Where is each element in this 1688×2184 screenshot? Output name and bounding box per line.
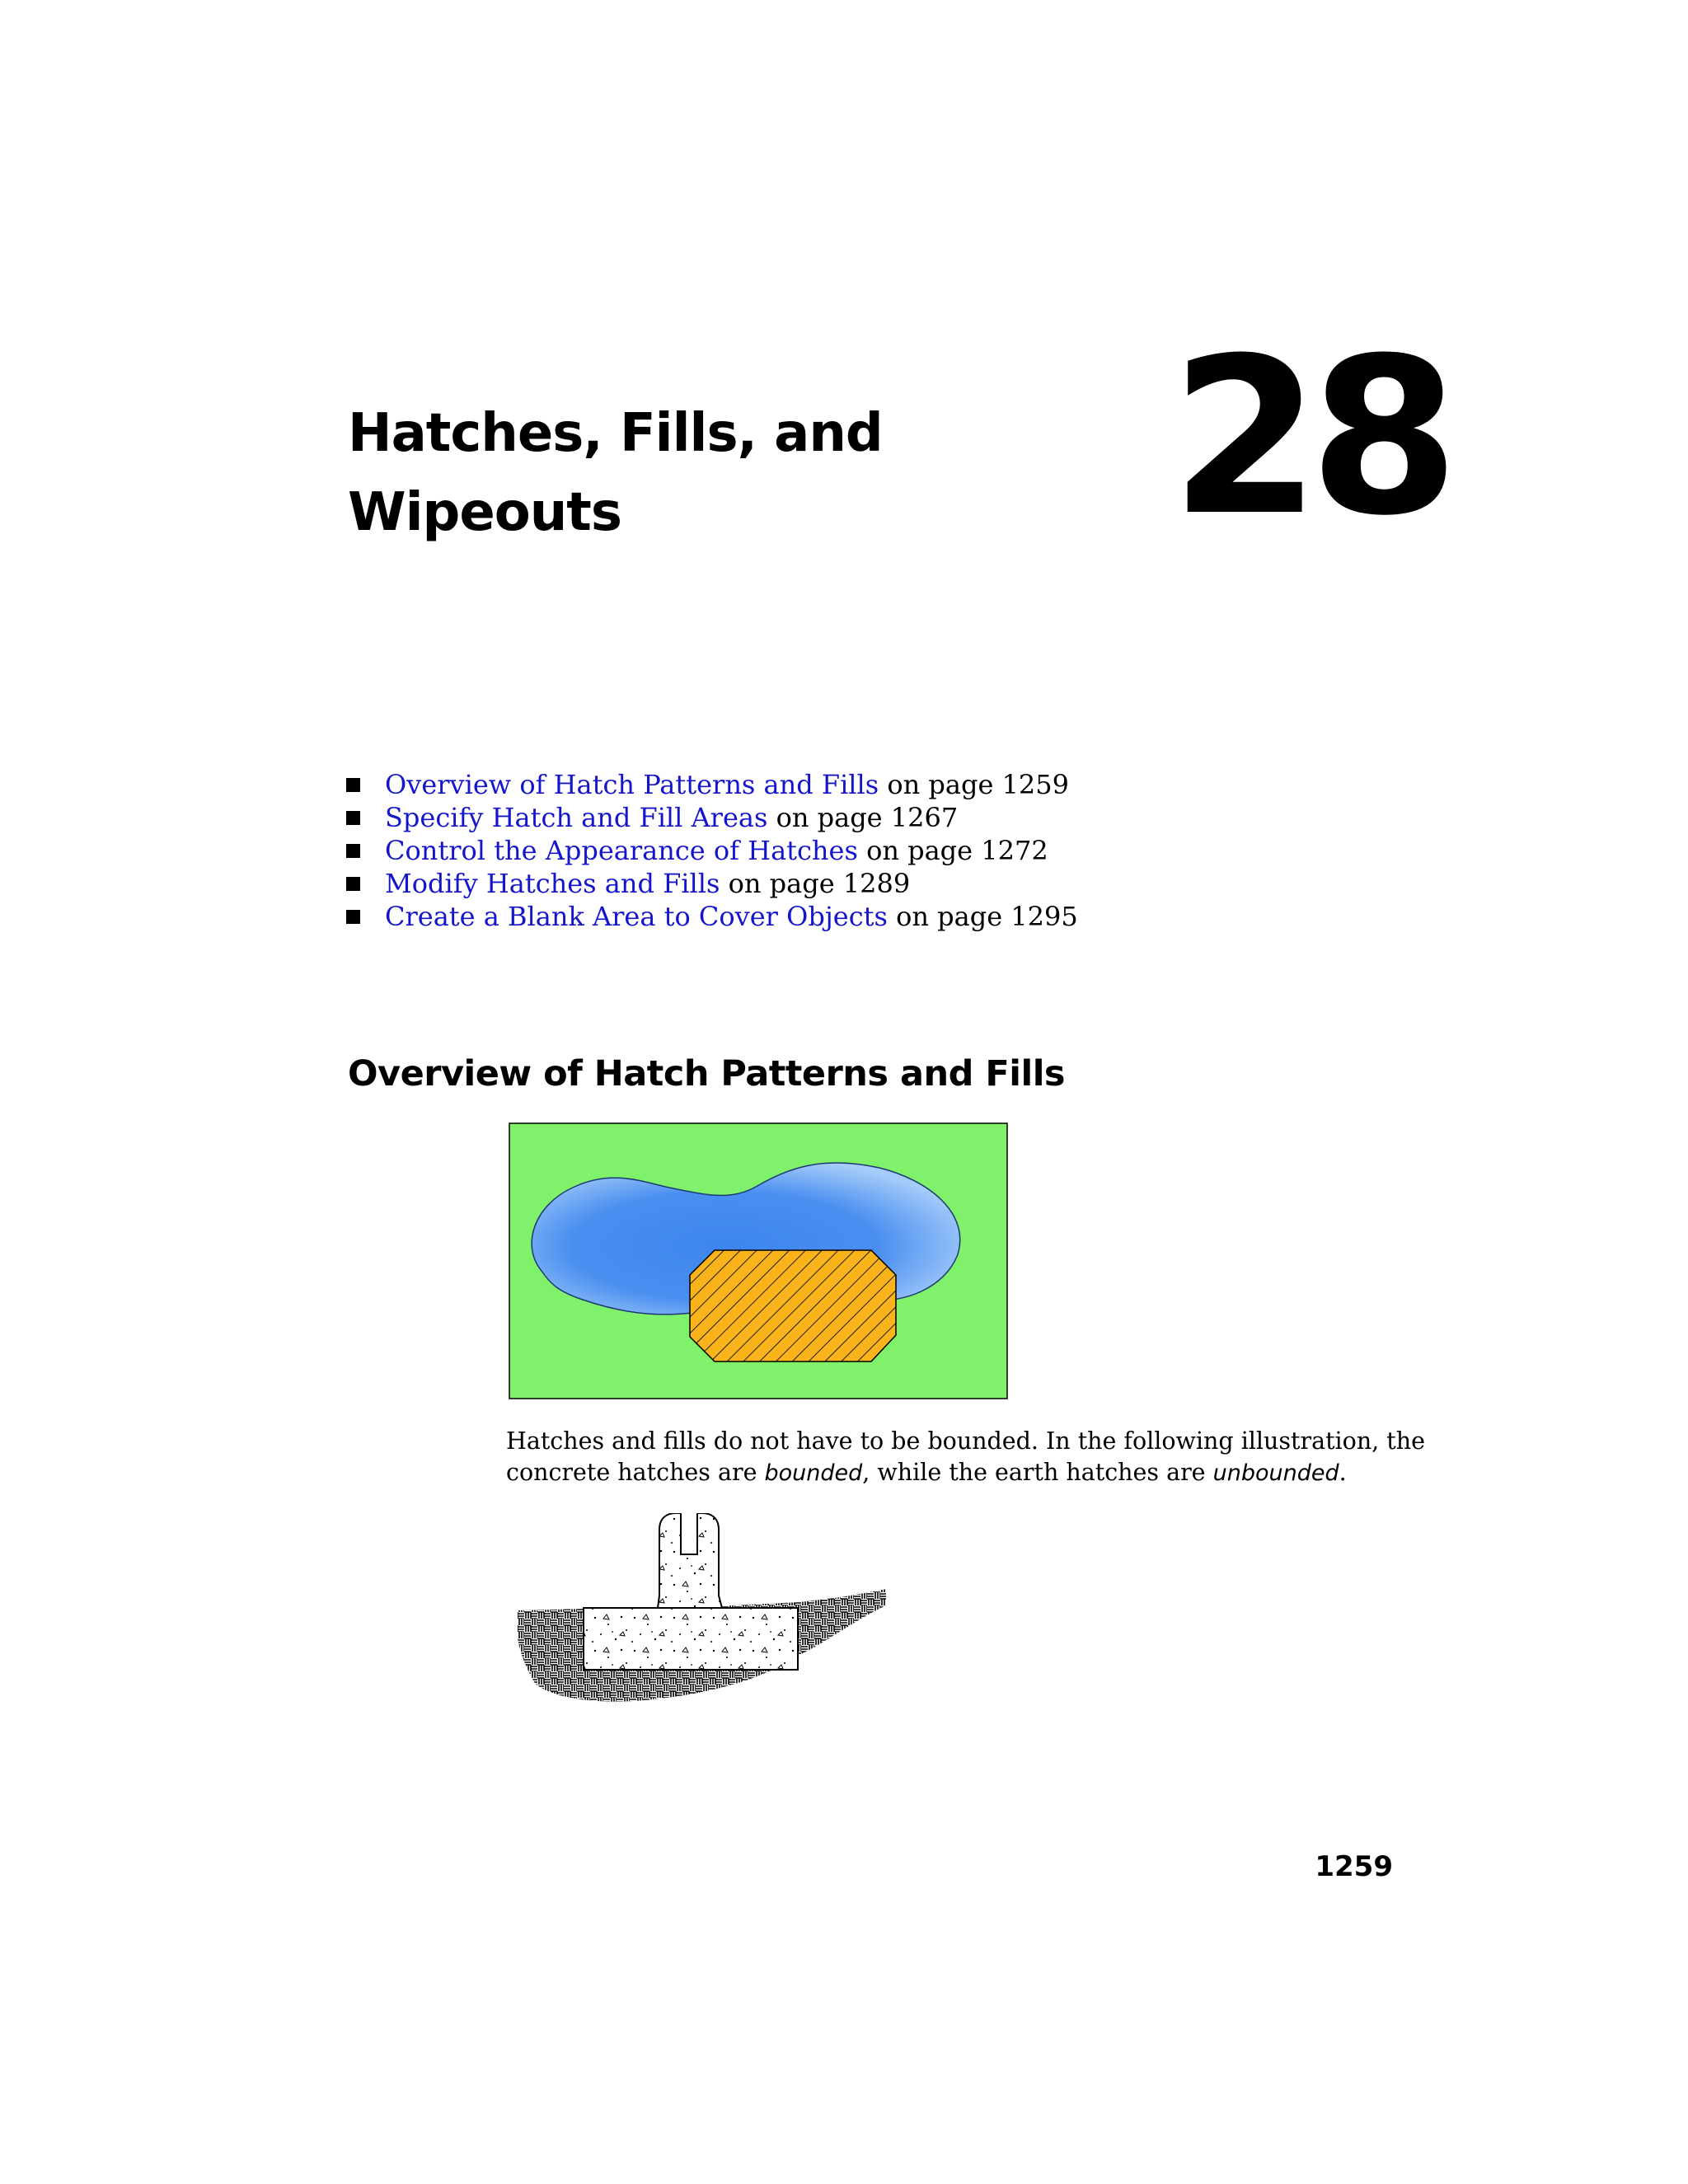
chapter-title-line-1: Hatches, Fills, and bbox=[348, 403, 883, 464]
square-bullet-icon bbox=[346, 910, 360, 924]
square-bullet-icon bbox=[346, 778, 360, 792]
toc-page-ref: on page 1272 bbox=[857, 835, 1048, 866]
emphasis-unbounded: unbounded bbox=[1212, 1460, 1339, 1486]
concrete-footing bbox=[584, 1608, 798, 1670]
toc-item bbox=[346, 834, 1078, 867]
toc-page-ref: on page 1289 bbox=[720, 868, 911, 899]
square-bullet-icon bbox=[346, 877, 360, 891]
toc-page-ref: on page 1259 bbox=[879, 769, 1069, 800]
toc-page-ref: on page 1295 bbox=[887, 901, 1078, 932]
chapter-number: 28 bbox=[1170, 312, 1448, 563]
paragraph-text: , while the earth hatches are bbox=[862, 1459, 1213, 1486]
chapter-contents-list bbox=[346, 768, 1078, 933]
toc-link-specify-areas[interactable]: Specify Hatch and Fill Areas bbox=[385, 802, 768, 833]
toc-link-overview[interactable]: Overview of Hatch Patterns and Fills bbox=[385, 769, 879, 800]
page-number: 1259 bbox=[1315, 1850, 1393, 1883]
concrete-earth-hatch-illustration bbox=[511, 1513, 890, 1719]
section-heading: Overview of Hatch Patterns and Fills bbox=[348, 1053, 1066, 1094]
toc-link-control-appearance[interactable]: Control the Appearance of Hatches bbox=[385, 835, 858, 866]
toc-item bbox=[346, 867, 1078, 900]
chapter-title bbox=[348, 394, 1090, 552]
toc-page-ref: on page 1267 bbox=[767, 802, 959, 833]
toc-link-modify-hatches[interactable]: Modify Hatches and Fills bbox=[385, 868, 720, 899]
square-bullet-icon bbox=[346, 811, 360, 825]
body-paragraph bbox=[506, 1426, 1446, 1489]
emphasis-bounded: bounded bbox=[764, 1460, 863, 1486]
hatch-fill-illustration bbox=[509, 1122, 1008, 1399]
concrete-stem bbox=[658, 1513, 722, 1608]
hatched-octagon bbox=[690, 1250, 896, 1361]
paragraph-text: . bbox=[1339, 1459, 1347, 1486]
toc-item bbox=[346, 801, 1078, 834]
toc-item bbox=[346, 768, 1078, 801]
toc-item bbox=[346, 900, 1078, 933]
chapter-title-line-2: Wipeouts bbox=[348, 482, 621, 543]
paragraph-text: Hatches and fills do not have to be bounded. In the following illustration, the concrete hatches are bbox=[506, 1427, 1425, 1486]
square-bullet-icon bbox=[346, 844, 360, 858]
toc-link-blank-area[interactable]: Create a Blank Area to Cover Objects bbox=[385, 901, 888, 932]
